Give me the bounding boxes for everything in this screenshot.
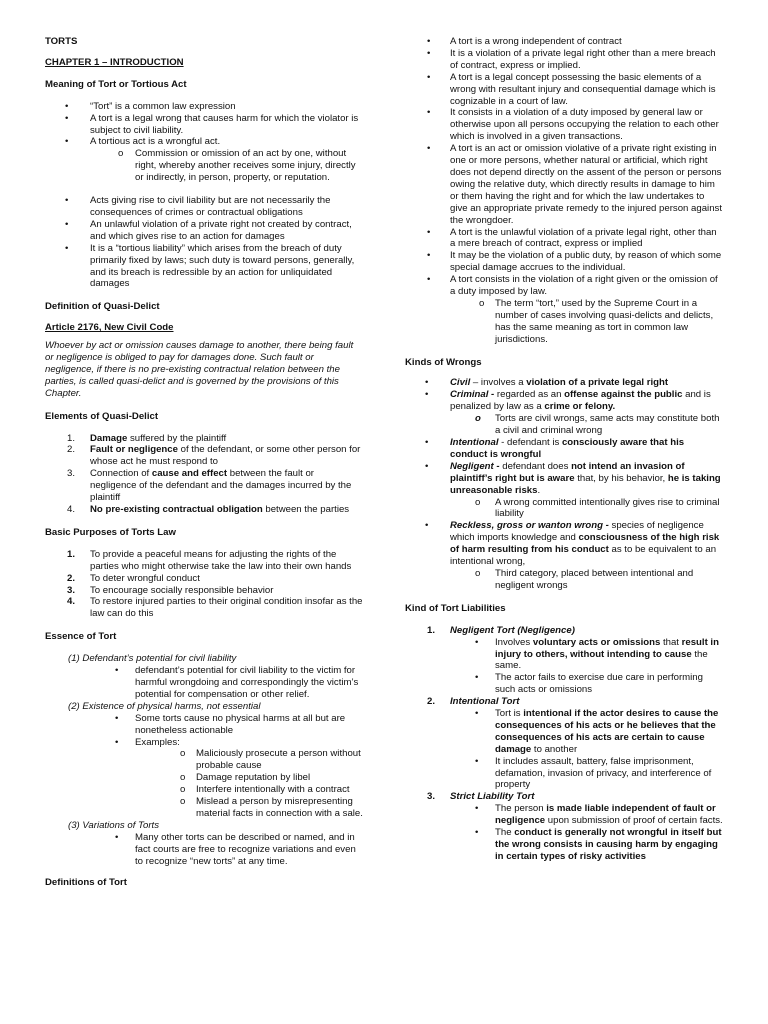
article-heading: Article 2176, New Civil Code <box>45 322 174 334</box>
item-number: 1. <box>427 624 436 636</box>
bullet-marker: • <box>425 460 429 472</box>
list-item: 2. Fault or negligence of the defendant, or some other person for whose act he must respond to <box>67 444 361 468</box>
item-number: 1. <box>67 432 76 444</box>
list-item: 2. To deter wrongful conduct <box>67 572 200 584</box>
bullet-marker: • <box>427 36 431 47</box>
list-item: • A tort is a legal concept possessing the basic elements of a wrong with resultant injury and consequential damage which is cognizable in a court of law. <box>427 71 716 107</box>
bullet-marker: • <box>425 377 429 389</box>
list-item: • Reckless, gross or wanton wrong - species of negligence which imports knowledge and consciousness of the high risk of harm resulting from his conduct as to be equivalent to an intentional wrong, <box>425 520 720 568</box>
sub-list-item: o Damage reputation by libel <box>180 772 311 784</box>
list-item: • A tort is a legal wrong that causes harm for which the violator is subject to civil liability. <box>65 112 359 136</box>
list-item: • defendant’s potential for civil liability to the victim for harmful wrongdoing and correspondingly the victim’s potential for compensation or other relief. <box>115 665 359 700</box>
list-item: 4. No pre-existing contractual obligation between the parties <box>67 504 350 515</box>
bullet-marker: • <box>115 831 119 843</box>
bullet-marker: • <box>475 803 479 815</box>
sub-bullet-marker: o <box>479 297 485 309</box>
bullet-marker: • <box>475 708 479 720</box>
list-item: • It consists in a violation of a duty imposed by general law or otherwise upon all persons occupying the relation to each other which is involved in a given transactions. <box>427 107 719 143</box>
bullet-marker: • <box>475 755 479 767</box>
sub-list-item: • Involves voluntary acts or omissions that result in injury to others, without intending to cause the same. <box>475 636 719 672</box>
list-item <box>405 791 723 803</box>
sub-bullet-marker: o <box>180 748 186 760</box>
list-item: • It is a violation of a private legal right other than a mere breach of contract, express or implied. <box>427 47 716 71</box>
item-number: 4. <box>67 596 76 608</box>
bullet-marker: • <box>65 100 69 112</box>
liabilities-list <box>405 625 723 863</box>
sub-bullet-marker: o <box>180 796 186 808</box>
quasi-delict-heading: Definition of Quasi-Delict <box>45 301 160 313</box>
sub-bullet-marker: o <box>475 567 481 579</box>
list-item: • Acts giving rise to civil liability but are not necessarily the consequences of crimes or contractual obligations <box>65 195 331 218</box>
document-title: TORTS <box>45 36 78 47</box>
bullet-marker: • <box>425 437 429 448</box>
list-item: • Criminal - regarded as an offense against the public and is penalized by law as a crime or felony. <box>425 389 711 413</box>
liability-title: Negligent Tort (Negligence) <box>450 624 575 636</box>
list-item: 1. Damage suffered by the plaintiff <box>67 432 227 444</box>
sub-bullet-marker: o <box>180 784 186 796</box>
sub-list-item: • The person is made liable independent of fault or negligence upon submission of proof of certain facts. <box>475 803 723 827</box>
sub-bullet-marker: o <box>475 413 481 425</box>
bullet-marker: • <box>475 636 479 648</box>
sub-list-item: o Torts are civil wrongs, same acts may constitute both a civil and criminal wrong <box>475 413 720 437</box>
list-item: • Intentional - defendant is consciously aware that his conduct is wrongful <box>425 437 685 460</box>
essence-1-list <box>45 665 363 701</box>
list-item: 3. To encourage socially responsible behavior <box>67 584 274 596</box>
essence-2-list <box>45 713 363 820</box>
bullet-marker: • <box>115 736 119 748</box>
list-item: • A tort is a wrong independent of contract <box>427 36 622 47</box>
item-number: 4. <box>67 504 76 515</box>
definitions-list <box>405 36 723 346</box>
elements-list <box>45 433 363 516</box>
kinds-list <box>405 377 723 591</box>
essence-subheading: (1) Defendant’s potential for civil liability <box>68 653 237 665</box>
article-text: Whoever by act or omission causes damage to another, there being fault or negligence is obliged to pay for damages done. Such fault or negligence, if there is no pre-existing contractual relation between the parties, is called quasi-delict and is governed by the provisions of this Chapter. <box>45 340 354 399</box>
sub-list-item: o The term “tort,” used by the Supreme Court in a number of cases involving quasi-delicts and delicts, has the same meaning as tort in common law jurisdictions. <box>479 297 714 345</box>
left-column <box>45 36 363 889</box>
bullet-marker: • <box>115 665 119 677</box>
list-item: • A tort is an act or omission violative of a private right existing in one or more persons, whether natural or artificial, which right does not depend directly on the assent of the person or persons owing the relative duty, which directly results in damage to him or them having the right and for which the law undertakes to give an appropriate private remedy to the injured person against the wrongdoer. <box>427 143 722 226</box>
list-item: • Negligent - defendant does not intend an invasion of plaintiff’s right but is aware that, by his behavior, he is taking unreasonable risks. <box>425 460 721 496</box>
item-number: 2. <box>67 572 76 584</box>
bullet-marker: • <box>425 520 429 532</box>
item-number: 3. <box>67 468 76 480</box>
list-item: • It may be the violation of a public duty, by reason of which some special damage accrues to the individual. <box>427 250 722 274</box>
essence-3-list <box>45 832 363 868</box>
sub-list-item: o Interfere intentionally with a contract <box>180 784 350 796</box>
purposes-list <box>45 549 363 620</box>
kinds-heading: Kinds of Wrongs <box>405 356 482 368</box>
list-item: • A tort consists in the violation of a right given or the omission of a duty imposed by law. <box>427 274 718 298</box>
liability-title: Intentional Tort <box>450 696 520 708</box>
item-number: 3. <box>67 584 76 596</box>
bullet-marker: • <box>427 47 431 59</box>
bullet-marker: • <box>65 195 69 207</box>
bullet-marker: • <box>475 827 479 839</box>
item-number: 2. <box>427 696 436 708</box>
list-item: • “Tort” is a common law expression <box>65 100 236 112</box>
sub-list-item: o Third category, placed between intentional and negligent wrongs <box>475 567 694 591</box>
purposes-heading: Basic Purposes of Torts Law <box>45 526 176 538</box>
list-item: • Many other torts can be described or named, and in fact courts are free to recognize variations and even to recognize “new torts” at any time. <box>115 831 356 867</box>
meaning-list <box>45 101 363 291</box>
sub-list-item: • It includes assault, battery, false imprisonment, defamation, invasion of privacy, and interference of property <box>475 755 712 791</box>
elements-heading: Elements of Quasi-Delict <box>45 410 159 422</box>
item-number: 1. <box>67 548 76 560</box>
list-item: • Examples: <box>115 736 180 748</box>
liability-title: Strict Liability Tort <box>450 791 535 803</box>
list-item: • Some torts cause no physical harms at all but are nonetheless actionable <box>115 712 346 736</box>
sub-list-item: • Tort is intentional if the actor desires to cause the consequences of his acts or he believes that the consequences of his acts are certain to cause damage to another <box>475 708 719 755</box>
bullet-marker: • <box>475 672 479 684</box>
right-column <box>405 36 723 863</box>
list-item: 3. Connection of cause and effect between the fault or negligence of the defendant and the damages incurred by the plaintiff <box>67 468 352 504</box>
essence-heading: Essence of Tort <box>45 631 117 643</box>
sub-list-item: o Commission or omission of an act by one, without right, whereby another receives some injury, directly or indirectly, in person, property, or reputation. <box>118 148 356 184</box>
list-item: • It is a “tortious liability” which arises from the breach of duty primarily fixed by laws; such duty is toward persons, generally, and its breach is redressible by an action for unliquidated damages <box>65 242 355 290</box>
bullet-marker: • <box>65 218 69 230</box>
list-item <box>405 625 723 637</box>
list-item <box>405 696 723 708</box>
definitions-heading: Definitions of Tort <box>45 877 127 889</box>
bullet-marker: • <box>427 71 431 83</box>
bullet-marker: • <box>427 107 431 119</box>
sub-list-item: o Maliciously prosecute a person without probable cause <box>180 748 361 772</box>
sub-bullet-marker: o <box>180 772 186 784</box>
bullet-marker: • <box>115 712 119 724</box>
bullet-marker: • <box>427 143 431 155</box>
bullet-marker: • <box>427 250 431 262</box>
list-item: • A tortious act is a wrongful act. <box>65 136 221 148</box>
chapter-heading: CHAPTER 1 – INTRODUCTION <box>45 56 184 68</box>
essence-subheading: (3) Variations of Torts <box>68 819 159 831</box>
essence-subheading: (2) Existence of physical harms, not essential <box>68 700 261 712</box>
item-number: 2. <box>67 444 76 456</box>
sub-list-item: o Mislead a person by misrepresenting material facts in connection with a sale. <box>180 796 363 819</box>
list-item: • An unlawful violation of a private right not created by contract, and which gives rise to an action for damages <box>65 218 352 242</box>
liabilities-heading: Kind of Tort Liabilities <box>405 602 506 614</box>
list-item: • A tort is the unlawful violation of a private legal right, other than a mere breach of contract, express or implied <box>427 226 717 250</box>
bullet-marker: • <box>65 112 69 124</box>
bullet-marker: • <box>65 136 69 148</box>
list-item: 1. To provide a peaceful means for adjusting the rights of the parties who might otherwise take the law into their own hands <box>67 548 352 572</box>
item-number: 3. <box>427 791 436 803</box>
bullet-marker: • <box>65 242 69 254</box>
bullet-marker: • <box>427 226 431 238</box>
sub-list-item: o A wrong committed intentionally gives rise to criminal liability <box>475 496 720 520</box>
meaning-heading: Meaning of Tort or Tortious Act <box>45 78 187 90</box>
bullet-marker: • <box>427 274 431 286</box>
sub-bullet-marker: o <box>118 148 124 160</box>
bullet-marker: • <box>425 389 429 401</box>
sub-list-item: • The actor fails to exercise due care in performing such acts or omissions <box>475 672 703 696</box>
list-item: • Civil – involves a violation of a private legal right <box>425 377 669 389</box>
sub-bullet-marker: o <box>475 496 481 508</box>
list-item: 4. To restore injured parties to their original condition insofar as the law can do this <box>67 596 363 620</box>
sub-list-item: • The conduct is generally not wrongful in itself but the wrong consists in causing harm by engaging in certain types of risky activities <box>475 827 722 862</box>
